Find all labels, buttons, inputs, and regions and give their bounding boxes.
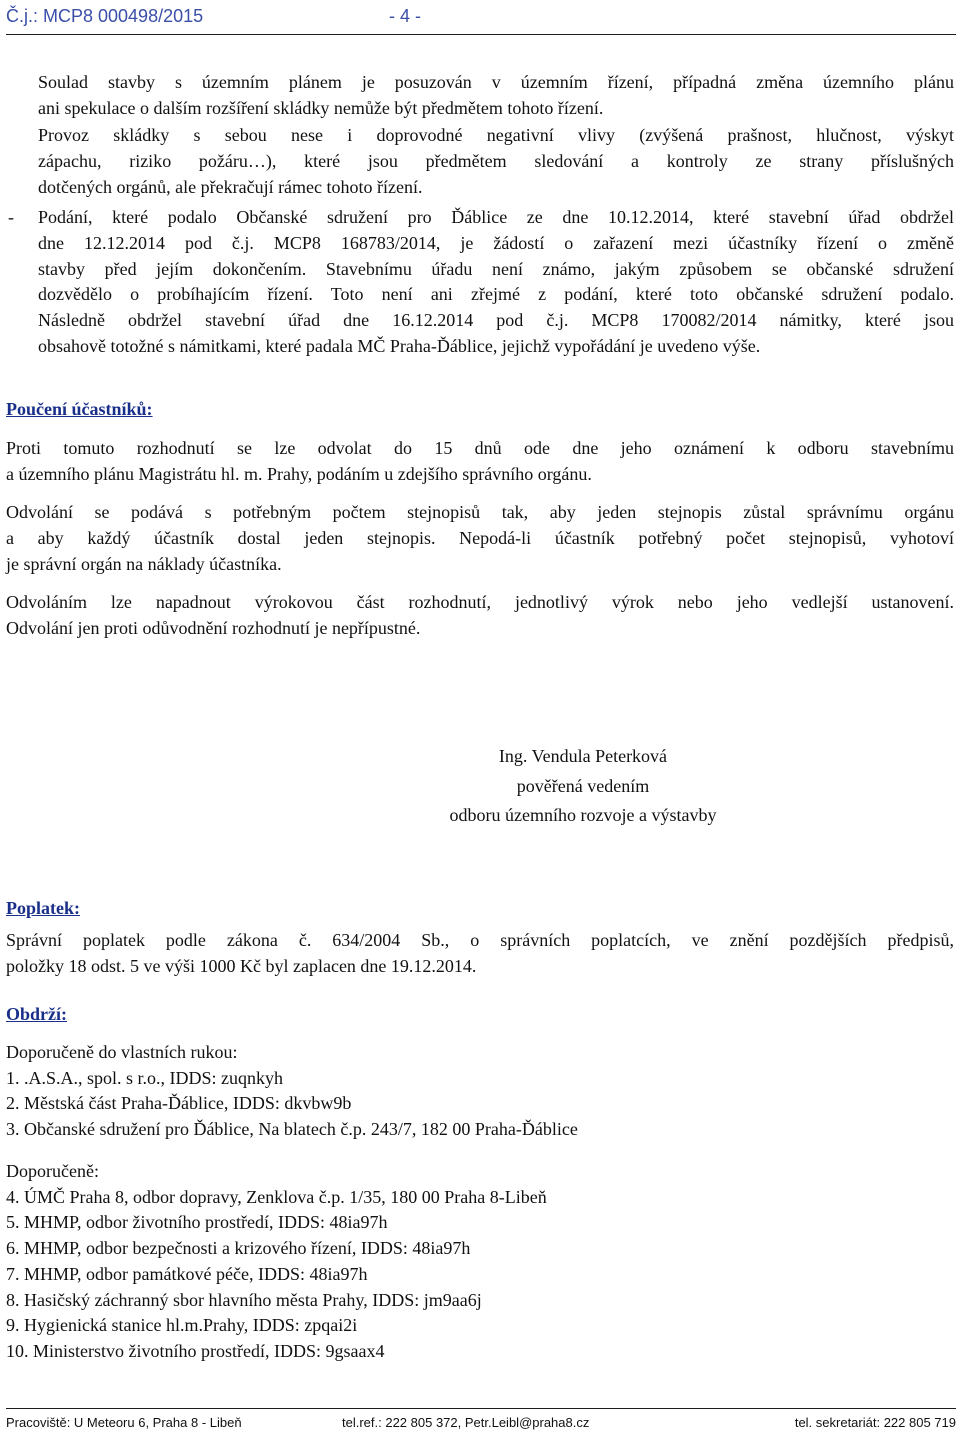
text-line: a aby každý účastník dostal jeden stejnopis. Nepodá-li účastník potřebný počet stejnopisů, vyhotoví xyxy=(6,527,954,548)
text-line: dozvědělo o probíhajícím řízení. Toto není ani zřejmé z podání, které toto občanské sdružení podalo. xyxy=(38,284,954,305)
signatory-name: Ing. Vendula Peterková xyxy=(498,746,668,766)
text-line: je správní orgán na náklady účastníka. xyxy=(6,553,282,574)
paragraph-submission xyxy=(38,205,954,360)
paragraph-copies xyxy=(6,500,954,577)
section-heading-obdrzi: Obdrží: xyxy=(6,1004,67,1024)
text-line: položky 18 odst. 5 ve výši 1000 Kč byl zaplacen dne 19.12.2014. xyxy=(6,955,477,976)
group-label: Doporučeně: xyxy=(6,1161,99,1181)
recipient-item: 8. Hasičský záchranný sbor hlavního města Prahy, IDDS: jm9aa6j xyxy=(6,1289,482,1310)
recipient-item: 4. ÚMČ Praha 8, odbor dopravy, Zenklova č.p. 1/35, 180 00 Praha 8-Libeň xyxy=(6,1186,547,1207)
page-footer xyxy=(6,1408,956,1433)
footer-contact: tel.ref.: 222 805 372, Petr.Leibl@praha8.cz xyxy=(342,1415,590,1430)
recipient-item: 10. Ministerstvo životního prostředí, IDDS: 9gsaax4 xyxy=(6,1340,385,1361)
page-number: - 4 - xyxy=(389,6,422,26)
section-heading-poplatek: Poplatek: xyxy=(6,898,80,918)
section-heading-pouceni: Poučení účastníků: xyxy=(6,399,153,419)
signature-block xyxy=(383,742,783,831)
paragraph-zoning xyxy=(38,70,954,122)
reference-number: Č.j.: MCP8 000498/2015 xyxy=(6,6,204,26)
footer-workplace: Pracoviště: U Meteoru 6, Praha 8 - Libeň xyxy=(6,1415,242,1430)
text-line: Soulad stavby s územním plánem je posuzován v územním řízení, případná změna územního plánu xyxy=(38,72,954,92)
paragraph-impacts xyxy=(38,123,954,200)
text-line: Správní poplatek podle zákona č. 634/2004 Sb., o správních poplatcích, ve znění pozdějších předpisů, xyxy=(6,930,954,950)
group-label: Doporučeně do vlastních rukou: xyxy=(6,1042,238,1062)
text-line: stavby před jejím dokončením. Stavebnímu úřadu není známo, jakým způsobem se občanské sdružení xyxy=(38,258,954,279)
recipient-item: 9. Hygienická stanice hl.m.Prahy, IDDS: zpqai2i xyxy=(6,1315,358,1336)
text-line: zápachu, riziko požáru…), které jsou předmětem sledování a kontroly ze strany příslušných xyxy=(38,150,954,171)
page-header xyxy=(6,6,956,35)
paragraph-fee xyxy=(6,928,954,980)
text-line: Následně obdržel stavební úřad dne 16.12.2014 pod č.j. MCP8 170082/2014 námitky, které jsou xyxy=(38,310,954,331)
recipient-item: 5. MHMP, odbor životního prostředí, IDDS: 48ia97h xyxy=(6,1212,388,1233)
text-line: Provoz skládky s sebou nese i doprovodné negativní vlivy (zvýšená prašnost, hlučnost, výskyt xyxy=(38,125,954,145)
text-line: Odvolání se podává s potřebným počtem stejnopisů tak, aby jeden stejnopis zůstal správnímu orgánu xyxy=(6,502,954,522)
paragraph-appeal xyxy=(6,436,954,488)
signatory-department: odboru územního rozvoje a výstavby xyxy=(449,805,717,825)
paragraph-appeal-scope xyxy=(6,590,954,642)
recipient-item: 3. Občanské sdružení pro Ďáblice, Na blatech č.p. 243/7, 182 00 Praha-Ďáblice xyxy=(6,1119,578,1140)
recipient-item: 2. Městská část Praha-Ďáblice, IDDS: dkvbw9b xyxy=(6,1093,352,1114)
dash-marker: - xyxy=(8,207,14,227)
recipient-item: 7. MHMP, odbor památkové péče, IDDS: 48ia97h xyxy=(6,1263,368,1284)
text-line: Odvoláním lze napadnout výrokovou část rozhodnutí, jednotlivý výrok nebo jeho vedlejší ustanovení. xyxy=(6,592,954,612)
text-line: ani spekulace o dalším rozšíření skládky nemůže být předmětem tohoto řízení. xyxy=(38,97,604,118)
recipients-group-recommended xyxy=(6,1159,547,1365)
text-line: dotčených orgánů, ale překračují rámec tohoto řízení. xyxy=(38,176,423,197)
signatory-role: pověřená vedením xyxy=(516,775,650,796)
text-line: dne 12.12.2014 pod č.j. MCP8 168783/2014, je žádostí o zařazení mezi účastníky řízení o změně xyxy=(38,232,954,253)
recipient-item: 6. MHMP, odbor bezpečnosti a krizového řízení, IDDS: 48ia97h xyxy=(6,1238,471,1259)
recipient-item: 1. .A.S.A., spol. s r.o., IDDS: zuqnkyh xyxy=(6,1067,284,1088)
text-line: obsahově totožné s námitkami, které padala MČ Praha-Ďáblice, jejichž vypořádání je uvedeno výše. xyxy=(38,335,761,356)
footer-secretariat: tel. sekretariát: 222 805 719 xyxy=(794,1415,956,1430)
text-line: Podání, které podalo Občanské sdružení pro Ďáblice ze dne 10.12.2014, které stavební úřad obdržel xyxy=(38,207,954,227)
text-line: Proti tomuto rozhodnutí se lze odvolat do 15 dnů ode dne jeho oznámení k odboru stavebnímu xyxy=(6,438,954,458)
text-line: Odvolání jen proti odůvodnění rozhodnutí je nepřípustné. xyxy=(6,617,421,638)
text-line: a územního plánu Magistrátu hl. m. Prahy, podáním u zdejšího správního orgánu. xyxy=(6,463,592,484)
recipients-group-registered xyxy=(6,1040,578,1143)
